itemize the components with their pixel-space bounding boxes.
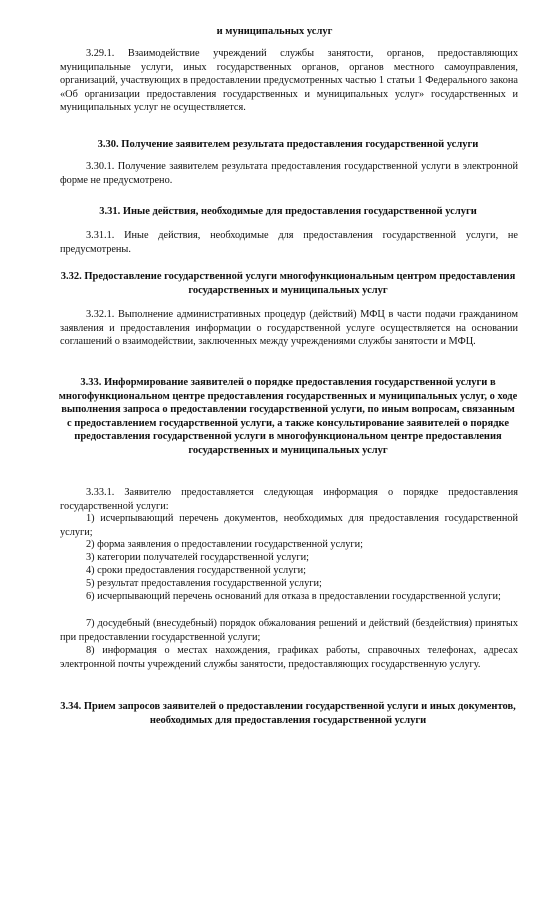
list-item-6: 6) исчерпывающий перечень оснований для отказа в предоставлении государственной услуги;	[86, 591, 501, 602]
continued-heading: и муниципальных услуг	[216, 26, 333, 37]
paragraph-3-29-1: 3.29.1. Взаимодействие учреждений службы занятости, органов, предоставляющих муниципальные услуги, иных государственных органов, органов местного самоуправления, организаций, участвующих в предоставлении предусмотренных частью 1 статьи 1 Федерального закона «Об организации предоставления государственных и муниципальных услуг» государственных и муниципальных услуг не осуществляется.	[60, 48, 518, 113]
paragraph-3-33-1: 3.33.1. Заявителю предоставляется следующая информация о порядке предоставления государственной услуги:	[60, 487, 518, 512]
heading-3-34: 3.34. Прием запросов заявителей о предоставлении государственной услуги и иных документов, необходимых для предоставления государственной услуги	[60, 701, 516, 726]
list-item-1: 1) исчерпывающий перечень документов, необходимых для предоставления государственной услуги;	[60, 513, 518, 538]
list-item-3: 3) категории получателей государственной услуги;	[86, 552, 309, 563]
list-item-8: 8) информация о местах нахождения, графиках работы, справочных телефонах, адресах электронной почты учреждений службы занятости, предоставляющих государственную услугу.	[60, 645, 518, 670]
heading-3-32: 3.32. Предоставление государственной услуги многофункциональным центром предоставления государственных и муниципальных услуг	[60, 271, 516, 296]
heading-3-33: 3.33. Информирование заявителей о порядке предоставления государственной услуги в многофункциональном центре предоставления государственных и муниципальных услуг, о ходе выполнения запроса о предоставлении государственной услуги, по иным вопросам, связанным с предоставлением государственной услуги, а также консультирование заявителей о порядке предоставления государственной услуги в многофункциональном центре предоставления государственных и муниципальных услуг	[58, 377, 518, 456]
heading-3-30: 3.30. Получение заявителем результата предоставления государственной услуги	[97, 139, 479, 150]
list-item-2: 2) форма заявления о предоставлении государственной услуги;	[86, 539, 364, 550]
paragraph-3-30-1: 3.30.1. Получение заявителем результата предоставления государственной услуги в электронной форме не предусмотрено.	[60, 161, 518, 186]
paragraph-3-31-1: 3.31.1. Иные действия, необходимые для предоставления государственной услуги, не предусмотрены.	[60, 230, 518, 255]
list-item-7: 7) досудебный (внесудебный) порядок обжалования решений и действий (бездействия) принятых при предоставлении государственной услуги;	[60, 618, 518, 643]
heading-3-31: 3.31. Иные действия, необходимые для предоставления государственной услуги	[99, 206, 477, 217]
list-item-5: 5) результат предоставления государственной услуги;	[86, 578, 322, 589]
list-item-4: 4) сроки предоставления государственной услуги;	[86, 565, 306, 576]
paragraph-3-32-1: 3.32.1. Выполнение административных процедур (действий) МФЦ в части подачи гражданином заявления и предоставления информации о государственной услуге осуществляется на основании соглашений о взаимодействии, заключенных между учреждениями службы занятости и МФЦ.	[60, 309, 518, 347]
